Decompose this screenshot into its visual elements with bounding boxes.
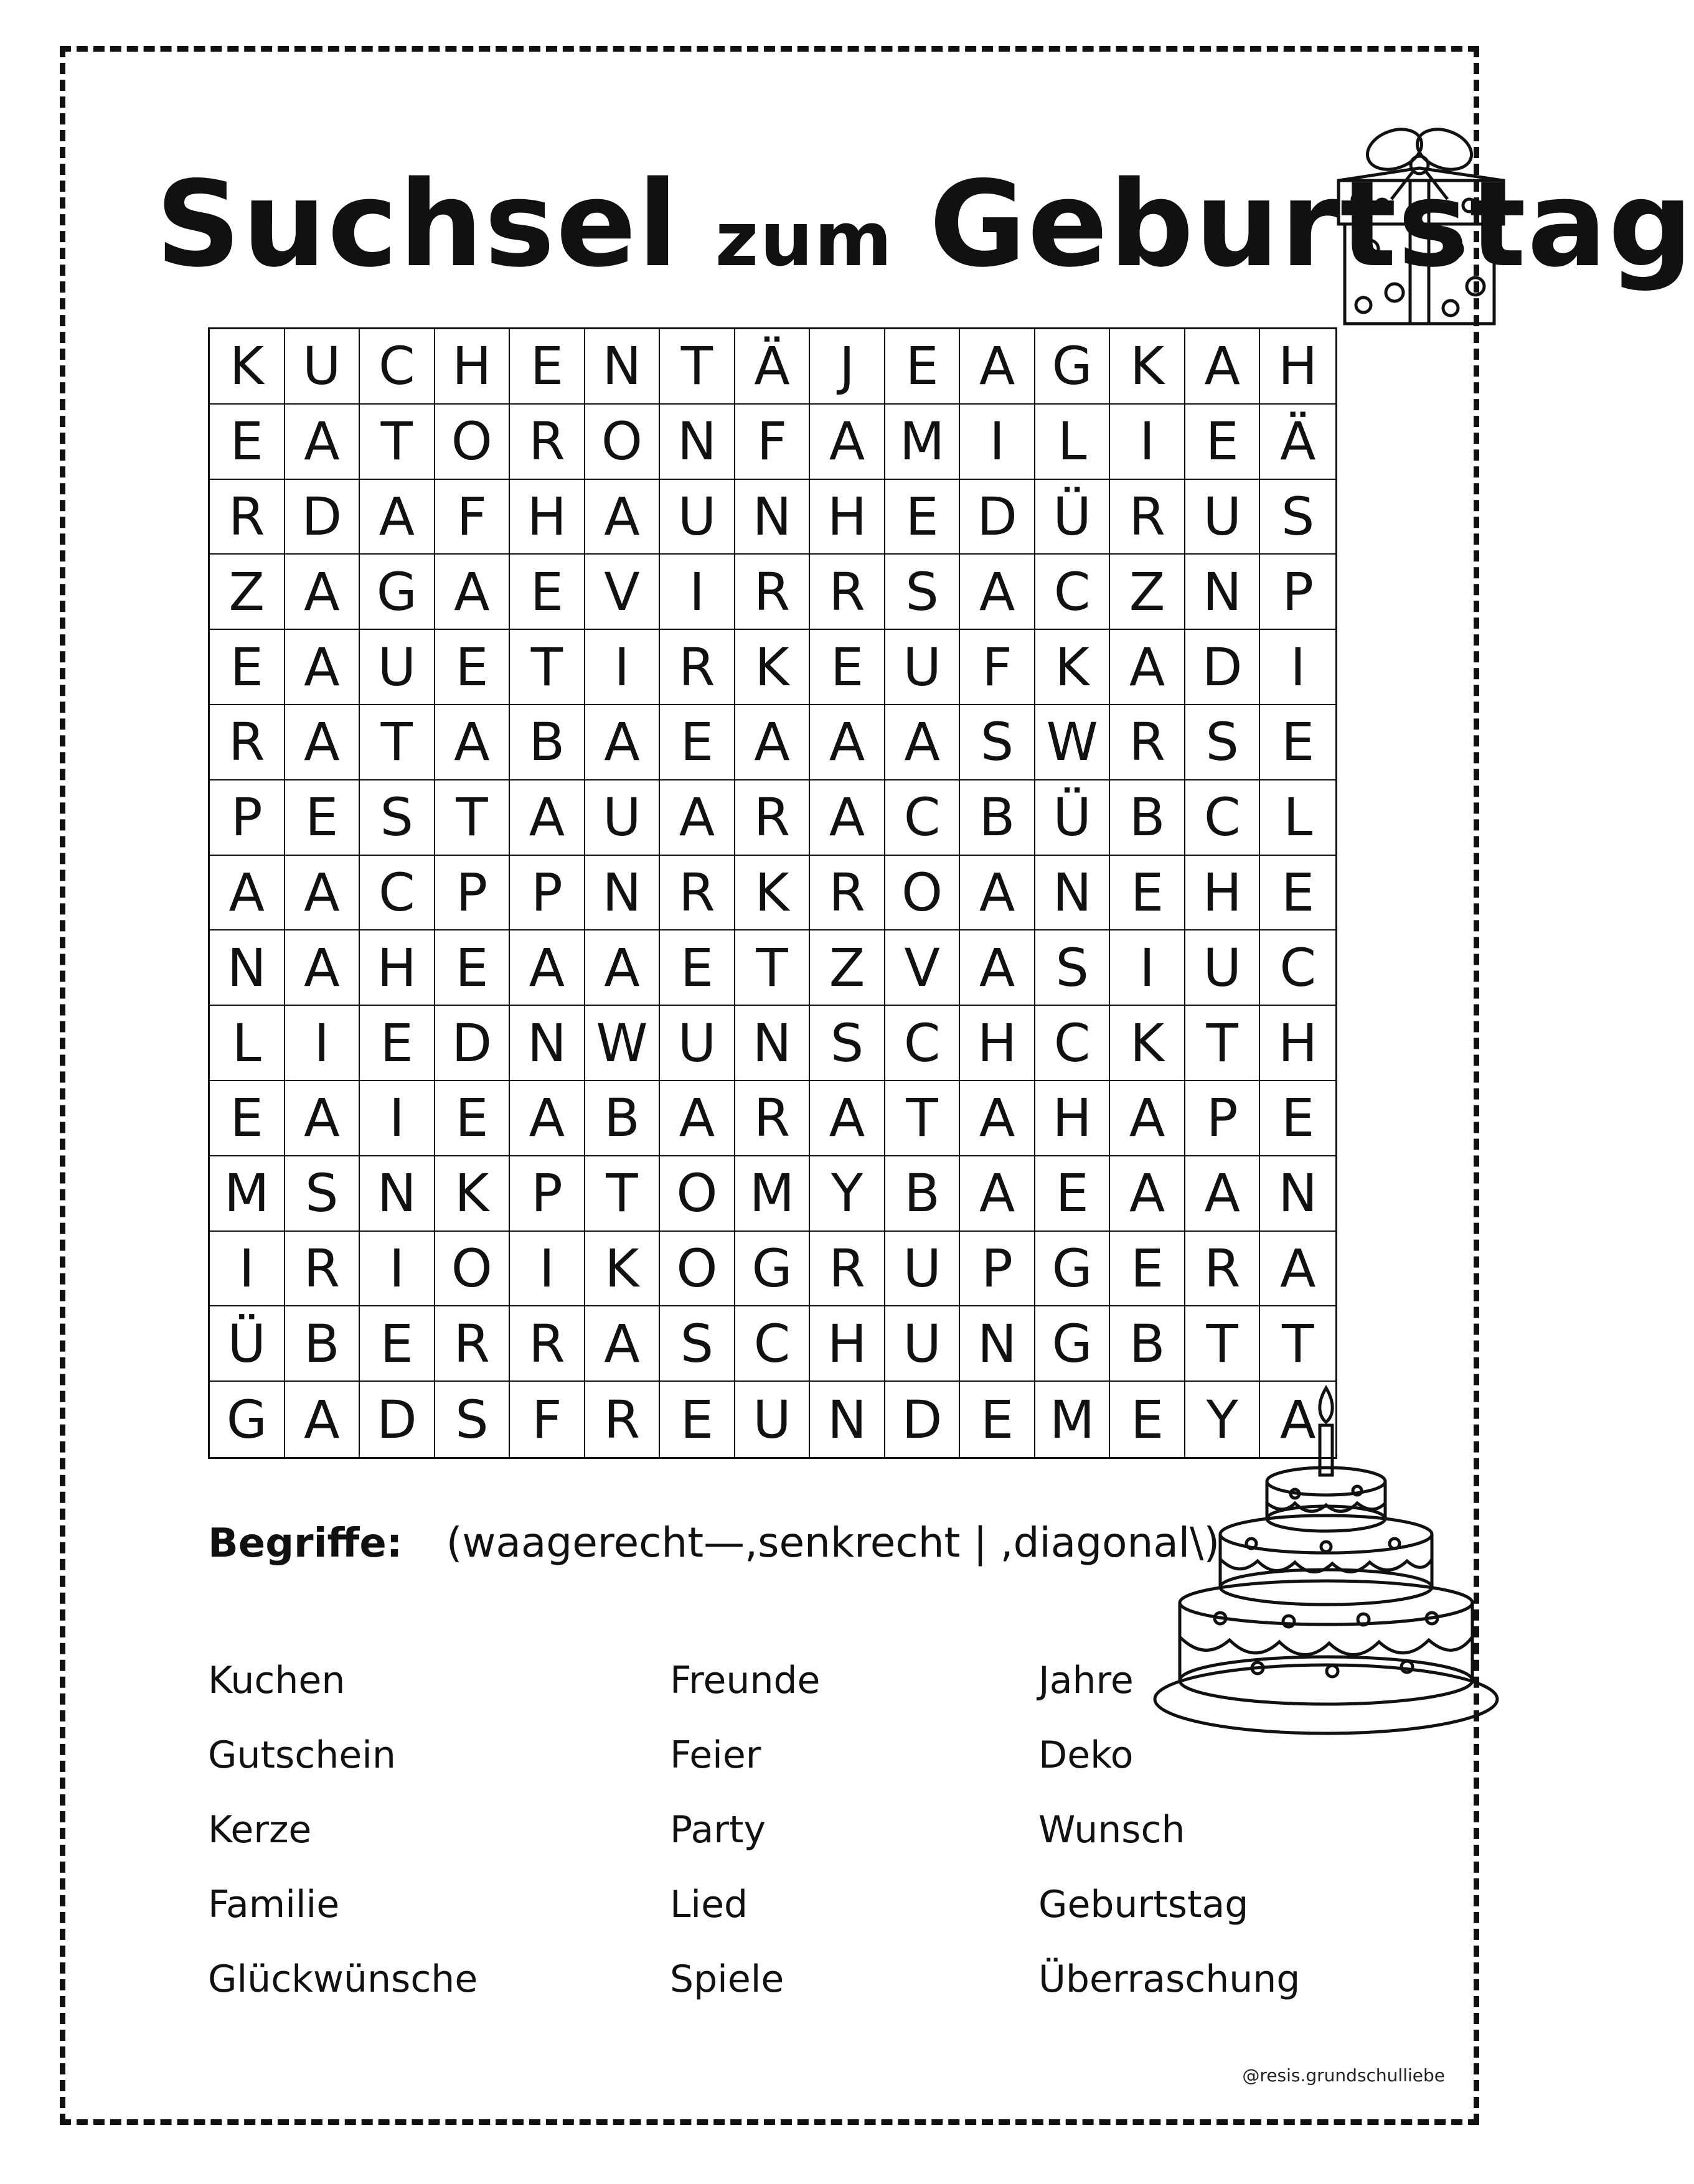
search-word: Deko <box>1038 1733 1134 1777</box>
grid-cell: U <box>585 780 661 856</box>
grid-cell: E <box>210 405 285 480</box>
search-word: Lied <box>670 1883 748 1926</box>
grid-cell: Z <box>210 555 285 630</box>
grid-cell: B <box>1110 780 1185 856</box>
grid-cell: E <box>435 630 511 705</box>
grid-cell: C <box>735 1306 811 1382</box>
grid-cell: N <box>810 1382 885 1457</box>
grid-cell: Ü <box>210 1306 285 1382</box>
grid-cell: A <box>285 630 360 705</box>
grid-cell: M <box>210 1156 285 1232</box>
grid-cell: A <box>960 1156 1035 1232</box>
grid-cell: F <box>960 630 1035 705</box>
grid-cell: U <box>885 1232 961 1307</box>
grid-cell: A <box>285 856 360 931</box>
grid-cell: A <box>510 780 585 856</box>
grid-cell: I <box>1260 630 1335 705</box>
word-list-column-2 <box>670 1643 820 2017</box>
grid-cell: A <box>960 856 1035 931</box>
grid-cell: E <box>210 630 285 705</box>
grid-cell: N <box>510 1006 585 1081</box>
grid-cell: N <box>660 405 735 480</box>
grid-cell: G <box>735 1232 811 1307</box>
grid-cell: A <box>1110 630 1185 705</box>
grid-cell: I <box>1110 930 1185 1006</box>
grid-cell: B <box>960 780 1035 856</box>
grid-cell: A <box>810 1081 885 1156</box>
grid-cell: K <box>210 329 285 405</box>
grid-cell: R <box>585 1382 661 1457</box>
grid-cell: F <box>510 1382 585 1457</box>
grid-cell: K <box>1110 1006 1185 1081</box>
grid-cell: S <box>435 1382 511 1457</box>
grid-cell: E <box>660 1382 735 1457</box>
grid-cell: Ü <box>1035 480 1111 555</box>
grid-cell: K <box>1035 630 1111 705</box>
grid-cell: K <box>735 630 811 705</box>
search-word: Jahre <box>1038 1659 1134 1702</box>
grid-cell: U <box>360 630 435 705</box>
grid-cell: A <box>660 780 735 856</box>
grid-cell: A <box>585 1306 661 1382</box>
grid-cell: N <box>1035 856 1111 931</box>
grid-cell: H <box>1185 856 1261 931</box>
grid-cell: A <box>810 405 885 480</box>
grid-cell: E <box>1260 705 1335 780</box>
grid-cell: T <box>1260 1306 1335 1382</box>
grid-cell: E <box>1035 1156 1111 1232</box>
grid-cell: R <box>735 555 811 630</box>
grid-cell: J <box>810 329 885 405</box>
credit-handle: @resis.grundschulliebe <box>1242 2065 1445 2086</box>
grid-cell: E <box>360 1306 435 1382</box>
grid-cell: E <box>285 780 360 856</box>
grid-cell: H <box>1260 1006 1335 1081</box>
grid-cell: H <box>810 480 885 555</box>
grid-cell: R <box>660 856 735 931</box>
grid-cell: U <box>660 480 735 555</box>
grid-cell: E <box>660 705 735 780</box>
grid-cell: O <box>435 405 511 480</box>
grid-cell: R <box>735 1081 811 1156</box>
page-title <box>156 156 1694 299</box>
search-word: Freunde <box>670 1659 821 1702</box>
grid-cell: H <box>810 1306 885 1382</box>
grid-cell: I <box>1110 405 1185 480</box>
grid-cell: C <box>885 780 961 856</box>
grid-cell: E <box>810 630 885 705</box>
grid-cell: A <box>885 705 961 780</box>
grid-cell: H <box>360 930 435 1006</box>
grid-cell: T <box>660 329 735 405</box>
terms-label: Begriffe: <box>208 1521 403 1567</box>
grid-cell: A <box>585 930 661 1006</box>
grid-cell: S <box>1260 480 1335 555</box>
grid-cell: B <box>1110 1306 1185 1382</box>
grid-cell: E <box>435 930 511 1006</box>
grid-cell: T <box>735 930 811 1006</box>
grid-cell: B <box>885 1156 961 1232</box>
grid-cell: E <box>360 1006 435 1081</box>
grid-cell: A <box>435 555 511 630</box>
grid-cell: N <box>960 1306 1035 1382</box>
grid-cell: R <box>285 1232 360 1307</box>
grid-cell: S <box>285 1156 360 1232</box>
grid-cell: I <box>585 630 661 705</box>
grid-cell: O <box>660 1232 735 1307</box>
grid-cell: C <box>360 329 435 405</box>
grid-cell: G <box>360 555 435 630</box>
word-list-column-3 <box>1038 1643 1300 2017</box>
grid-cell: A <box>810 705 885 780</box>
title-part-1: Suchsel <box>156 156 680 293</box>
grid-cell: G <box>1035 329 1111 405</box>
grid-cell: O <box>585 405 661 480</box>
grid-cell: T <box>360 405 435 480</box>
grid-cell: E <box>885 480 961 555</box>
grid-cell: T <box>1185 1306 1261 1382</box>
grid-cell: R <box>210 705 285 780</box>
search-word: Überraschung <box>1038 1957 1301 2001</box>
grid-cell: T <box>585 1156 661 1232</box>
grid-cell: A <box>660 1081 735 1156</box>
grid-cell: Ü <box>1035 780 1111 856</box>
grid-cell: R <box>810 1232 885 1307</box>
grid-cell: A <box>285 1382 360 1457</box>
search-word: Kerze <box>208 1808 312 1852</box>
grid-cell: A <box>810 780 885 856</box>
grid-cell: D <box>960 480 1035 555</box>
grid-cell: K <box>1110 329 1185 405</box>
grid-cell: L <box>1260 780 1335 856</box>
grid-cell: G <box>1035 1232 1111 1307</box>
search-word: Spiele <box>670 1957 784 2001</box>
grid-cell: D <box>360 1382 435 1457</box>
grid-cell: S <box>360 780 435 856</box>
grid-cell: N <box>585 856 661 931</box>
grid-cell: P <box>1185 1081 1261 1156</box>
grid-cell: A <box>960 1081 1035 1156</box>
grid-cell: G <box>1035 1306 1111 1382</box>
grid-cell: R <box>510 1306 585 1382</box>
grid-cell: P <box>510 1156 585 1232</box>
grid-cell: K <box>435 1156 511 1232</box>
grid-cell: E <box>1260 1081 1335 1156</box>
grid-cell: T <box>1185 1006 1261 1081</box>
grid-cell: E <box>510 329 585 405</box>
grid-cell: A <box>285 705 360 780</box>
grid-cell: N <box>360 1156 435 1232</box>
word-list-column-1 <box>208 1643 478 2017</box>
search-word: Feier <box>670 1733 761 1777</box>
grid-cell: R <box>810 555 885 630</box>
grid-cell: L <box>1035 405 1111 480</box>
grid-cell: A <box>510 930 585 1006</box>
grid-cell: E <box>1110 856 1185 931</box>
grid-cell: U <box>1185 930 1261 1006</box>
grid-cell: S <box>960 705 1035 780</box>
grid-cell: E <box>885 329 961 405</box>
grid-cell: Ä <box>735 329 811 405</box>
grid-cell: P <box>1260 555 1335 630</box>
word-search-grid <box>208 327 1337 1459</box>
grid-cell: P <box>510 856 585 931</box>
grid-cell: E <box>510 555 585 630</box>
grid-cell: A <box>285 555 360 630</box>
grid-cell: H <box>1260 329 1335 405</box>
grid-cell: I <box>660 555 735 630</box>
grid-cell: R <box>1110 705 1185 780</box>
grid-cell: K <box>735 856 811 931</box>
grid-cell: Z <box>1110 555 1185 630</box>
grid-cell: E <box>210 1081 285 1156</box>
grid-cell: D <box>1185 630 1261 705</box>
grid-cell: P <box>960 1232 1035 1307</box>
grid-cell: D <box>435 1006 511 1081</box>
grid-cell: D <box>285 480 360 555</box>
grid-cell: A <box>285 405 360 480</box>
grid-cell: A <box>735 705 811 780</box>
grid-cell: N <box>735 480 811 555</box>
grid-cell: I <box>960 405 1035 480</box>
grid-cell: H <box>1035 1081 1111 1156</box>
grid-cell: E <box>1185 405 1261 480</box>
grid-cell: M <box>735 1156 811 1232</box>
grid-cell: E <box>1110 1232 1185 1307</box>
grid-cell: O <box>660 1156 735 1232</box>
grid-cell: E <box>660 930 735 1006</box>
search-word: Glückwünsche <box>208 1957 478 2001</box>
grid-cell: Y <box>810 1156 885 1232</box>
grid-cell: E <box>435 1081 511 1156</box>
grid-cell: H <box>510 480 585 555</box>
terms-heading <box>208 1519 1220 1587</box>
grid-cell: R <box>1185 1232 1261 1307</box>
grid-cell: A <box>285 1081 360 1156</box>
grid-cell: E <box>960 1382 1035 1457</box>
grid-cell: V <box>585 555 661 630</box>
grid-cell: A <box>1279 1389 1316 1450</box>
search-word: Wunsch <box>1038 1808 1185 1852</box>
grid-cell: A <box>1185 329 1261 405</box>
grid-cell: W <box>585 1006 661 1081</box>
grid-cell: D <box>885 1382 961 1457</box>
grid-cell: U <box>885 1306 961 1382</box>
grid-cell: F <box>735 405 811 480</box>
grid-cell: U <box>885 630 961 705</box>
grid-cell: U <box>660 1006 735 1081</box>
grid-cell: G <box>210 1382 285 1457</box>
search-word: Kuchen <box>208 1659 346 1702</box>
grid-cell: I <box>285 1006 360 1081</box>
grid-cell: E <box>1260 856 1335 931</box>
grid-cell: A <box>960 930 1035 1006</box>
search-word: Geburtstag <box>1038 1883 1249 1926</box>
grid-cell: A <box>1110 1156 1185 1232</box>
grid-cell: W <box>1035 705 1111 780</box>
grid-cell: C <box>360 856 435 931</box>
grid-cell: C <box>1185 780 1261 856</box>
title-part-3: Geburtstag <box>929 156 1694 293</box>
grid-cell: N <box>585 329 661 405</box>
grid-cell: H <box>435 329 511 405</box>
grid-cell: A <box>435 705 511 780</box>
grid-cell: M <box>885 405 961 480</box>
grid-cell: A <box>960 555 1035 630</box>
grid-cell: A <box>510 1081 585 1156</box>
grid-cell: H <box>960 1006 1035 1081</box>
grid-cell: E <box>1110 1382 1185 1457</box>
grid-cell: A <box>1260 1232 1335 1307</box>
grid-cell: U <box>735 1382 811 1457</box>
grid-cell: F <box>435 480 511 555</box>
grid-cell: A <box>585 480 661 555</box>
grid-cell: T <box>885 1081 961 1156</box>
grid-cell: T <box>510 630 585 705</box>
grid-cell: R <box>210 480 285 555</box>
grid-cell: C <box>1035 1006 1111 1081</box>
grid-cell: A <box>285 930 360 1006</box>
grid-cell: R <box>1110 480 1185 555</box>
grid-cell: K <box>585 1232 661 1307</box>
grid-cell: V <box>885 930 961 1006</box>
grid-cell: I <box>360 1232 435 1307</box>
grid-cell: S <box>810 1006 885 1081</box>
grid-cell: B <box>510 705 585 780</box>
grid-cell: I <box>210 1232 285 1307</box>
grid-cell: A <box>360 480 435 555</box>
grid-cell: C <box>1035 555 1111 630</box>
gift-box-icon <box>1326 106 1513 330</box>
grid-cell: T <box>360 705 435 780</box>
grid-cell: R <box>510 405 585 480</box>
grid-cell: N <box>210 930 285 1006</box>
grid-cell: U <box>285 329 360 405</box>
grid-cell: R <box>435 1306 511 1382</box>
grid-cell: U <box>1185 480 1261 555</box>
grid-cell: S <box>660 1306 735 1382</box>
grid-cell: R <box>810 856 885 931</box>
grid-cell: A <box>585 705 661 780</box>
grid-cell: I <box>510 1232 585 1307</box>
grid-cell: N <box>1260 1156 1335 1232</box>
title-part-2: zum <box>715 197 893 283</box>
grid-cell: A <box>1110 1081 1185 1156</box>
grid-cell: M <box>1035 1382 1111 1457</box>
grid-cell: R <box>660 630 735 705</box>
search-word: Party <box>670 1808 766 1852</box>
search-word: Gutschein <box>208 1733 396 1777</box>
grid-cell: A <box>210 856 285 931</box>
grid-cell: N <box>1185 555 1261 630</box>
grid-cell: C <box>885 1006 961 1081</box>
grid-cell: I <box>360 1081 435 1156</box>
grid-cell: P <box>210 780 285 856</box>
grid-cell: A <box>960 329 1035 405</box>
grid-cell: S <box>1185 705 1261 780</box>
grid-cell: R <box>735 780 811 856</box>
grid-cell: S <box>1035 930 1111 1006</box>
grid-cell: O <box>885 856 961 931</box>
grid-cell: C <box>1260 930 1335 1006</box>
grid-cell: O <box>435 1232 511 1307</box>
grid-cell: B <box>285 1306 360 1382</box>
grid-cell: L <box>210 1006 285 1081</box>
grid-cell: T <box>435 780 511 856</box>
grid-cell: S <box>885 555 961 630</box>
grid-cell: Z <box>810 930 885 1006</box>
grid-cell: P <box>435 856 511 931</box>
grid-cell: Y <box>1185 1382 1261 1457</box>
grid-cell: N <box>735 1006 811 1081</box>
grid-cell: B <box>585 1081 661 1156</box>
grid-cell: A <box>1185 1156 1261 1232</box>
search-word: Familie <box>208 1883 340 1926</box>
directions-hint: (waagerecht—,senkrecht | ,diagonal\) <box>446 1519 1220 1567</box>
grid-cell: Ä <box>1260 405 1335 480</box>
